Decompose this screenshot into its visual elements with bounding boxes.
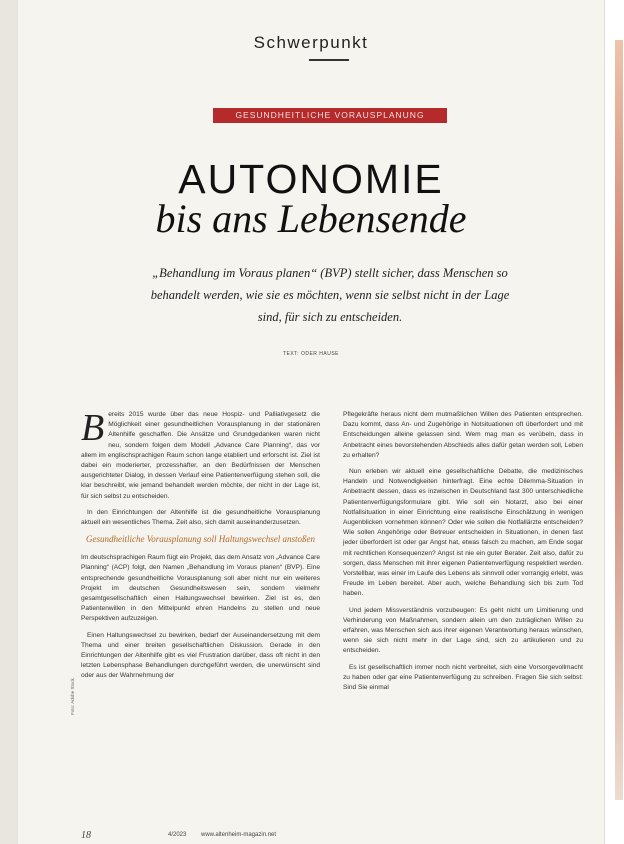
drop-cap: B bbox=[81, 407, 105, 449]
paragraph: Und jedem Missverständnis vorzubeugen: Es geht nicht um Limitierung und Verhinderung von Maßnahmen, sondern allein um den zuträglichen Willen zu erfahren, was Menschen sich aus ihrer eigenen Verantwortung heraus wünschen, wenn sie sich nicht mehr in der Lage sind, sich zu artikulieren und zu entscheiden. bbox=[343, 606, 583, 655]
text-column-right bbox=[343, 410, 583, 699]
lead-paragraph: „Behandlung im Voraus planen“ (BVP) stellt sicher, dass Menschen so behandelt werden, wie sie es möchten, wenn sie selbst nicht in der Lage sind, für sich zu entscheiden. bbox=[150, 266, 510, 324]
headline-line2: bis ans Lebensende bbox=[155, 196, 467, 241]
paragraph: Im deutschsprachigen Raum fügt ein Projekt, das dem Ansatz von „Advance Care Planning“ (ACP) folgt, den Namen „Behandlung im Voraus planen“ (BVP). Eine entsprechende gesundheitliche Vorausplanung soll aber nicht nur ein weiteres Projekt im deutschen Gesundheitswesen sein, sondern vielmehr gesamtgesellschaftlich einen Haltungswechsel bewirken. Ziel ist es, den Patientenwillen in den Mittelpunkt ehren Handelns zu stellen und neue Perspektiven aufzuzeigen. bbox=[81, 554, 320, 623]
next-page-edge bbox=[604, 0, 624, 844]
photo-credit: Foto: Adobe Stock bbox=[70, 678, 75, 715]
paragraph: Nun erleben wir aktuell eine gesellschaftliche Debatte, die medizinisches Handeln und Notwendigkeiten hinterfragt. Eine echte Dilemma-Situation in Anbetracht dessen, dass es inzwischen in Deutschland fast 300 unterschiedliche Patientenverfügungsformulare gibt. Wie soll ein Notarzt, also bei einer Notfallsituation in einer Einrichtung eine realistische Einschätzung in wenigen Augenblicken vornehmen können? Oder wie sollen die Notfallärzte entscheiden? Wie sollen Angehörige oder Betreuer entscheiden in Situationen, in denen fast jeder überfordert ist oder gar Angst hat, etwas falsch zu machen, am Ende sogar mit rechtlichen Konsequenzen? Angst ist nie ein guter Berater. Zeit also, dafür zu sorgen, dass Menschen mit ihrer eigenen Patientenverfügung respektiert werden. Vorstellbar, was einer im Laufe des Lebens als sinnvoll oder vorrangig erlebt, was Freude im Leben bereitet. Aber auch, welche Behandlung sich bis zum Tod haben. bbox=[343, 468, 583, 598]
text-column-left bbox=[81, 407, 320, 688]
paragraph: Es ist gesellschaftlich immer noch nicht verbreitet, sich eine Vorsorgevollmacht zu haben oder gar eine Patientenverfügung zu schreiben. Fragen Sie sich selbst: Sind Sie einmal bbox=[343, 663, 583, 692]
paragraph: In den Einrichtungen der Altenhilfe ist die gesundheitliche Vorausplanung aktuell ein wesentliches Thema. Zeit also, sich damit auseinanderzusetzen. bbox=[81, 508, 320, 527]
paragraph: Bereits 2015 wurde über das neue Hospiz- und Palliativgesetz die Möglichkeit einer gesundheitlichen Vorausplanung in der stationären Altenhilfe geschaffen. Die Ansätze und Grundgedanken waren nicht neu, sondern folgen dem Modell „Advance Care Planning“, das vor allem im englischsprachigen Raum schon lange etabliert und erforscht ist. Ziel ist dabei ein moderierter, prozesshafter, an den Bedürfnissen der Menschen ausgerichteter Dialog, in dessen Verlauf eine Patientenverfügung stehen soll, die klar beschreibt, wie jemand behandelt werden möchte, der nicht in der Lage ist, für sich selbst zu entscheiden. bbox=[81, 407, 320, 500]
subheading: Gesundheitliche Vorausplanung soll Haltungswechsel anstoßen bbox=[86, 534, 315, 545]
headline-line1: AUTONOMIE bbox=[178, 156, 444, 202]
issue-label: 4/2023 bbox=[168, 832, 187, 838]
section-heading: Schwerpunkt bbox=[253, 33, 369, 52]
section-underline bbox=[309, 59, 349, 61]
author-credit: TEXT: ODER HAUSE bbox=[282, 351, 340, 357]
page-edge-color bbox=[615, 40, 623, 800]
magazine-page bbox=[18, 0, 604, 844]
topic-tag: GESUNDHEITLICHE VORAUSPLANUNG bbox=[213, 108, 447, 123]
website-url: www.altenheim-magazin.net bbox=[201, 832, 277, 838]
paragraph: Pflegekräfte heraus nicht dem mutmaßlichen Willen des Patienten entsprechen. Dazu kommt, dass An- und Zugehörige in Notsituationen oft überfordert und mit Entscheidungen alleine gelassen sind. Wem mag man es verübeln, dass in Anbetracht eines bevorstehenden Abschieds alles dafür getan werden soll, Leben zu erhalten? bbox=[343, 411, 583, 459]
paragraph: Einen Haltungswechsel zu bewirken, bedarf der Auseinandersetzung mit dem Thema und einer breiten gesellschaftlichen Diskussion. Gerade in den Einrichtungen der Altenhilfe gibt es viel Frustration darüber, dass oft nicht in den letzten Lebensphase Behandlungen durchgeführt werden, die unerwünscht sind oder aus der Wahrnehmung der bbox=[81, 631, 320, 680]
page-number: 18 bbox=[81, 830, 91, 841]
